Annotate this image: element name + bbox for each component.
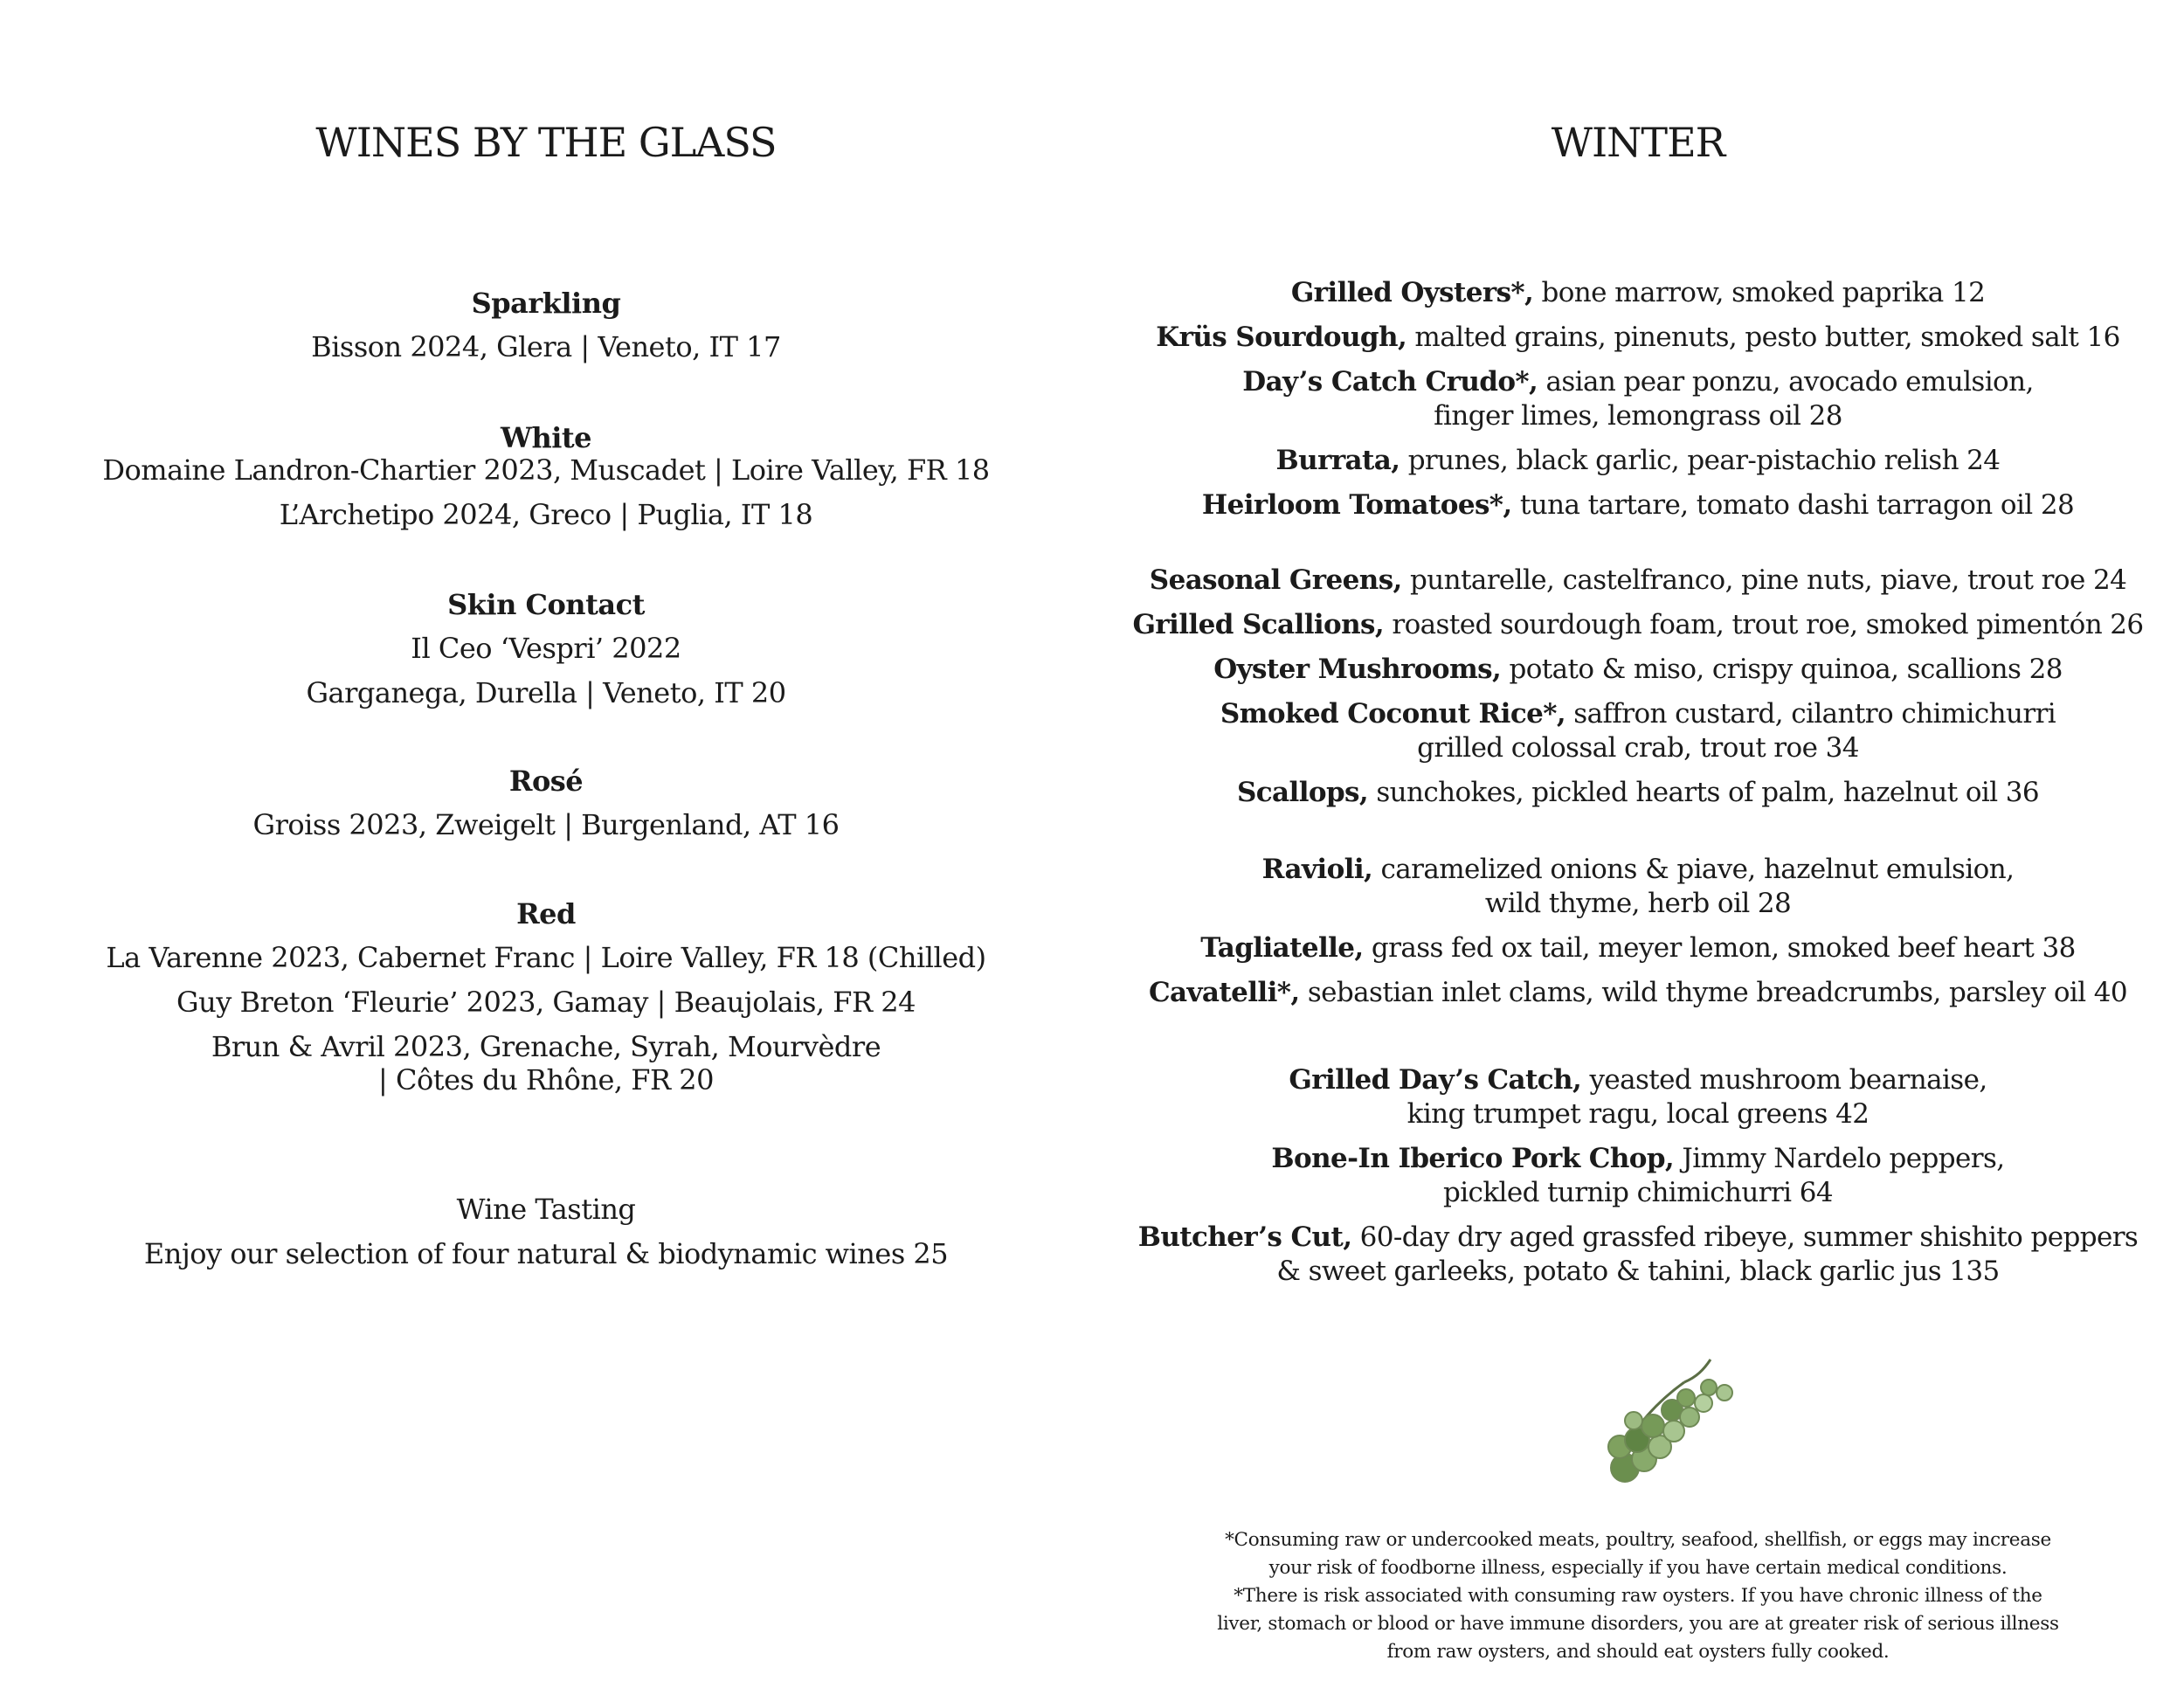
menu-item-name: Cavatelli*, bbox=[1148, 977, 1300, 1008]
food-menu-page bbox=[1092, 0, 2184, 1688]
wine-line: Garganega, Durella | Veneto, IT 20 bbox=[306, 676, 786, 709]
menu-item bbox=[1092, 776, 2184, 810]
menu-item-description-continued: wild thyme, herb oil 28 bbox=[1484, 888, 1792, 919]
menu-item bbox=[1092, 321, 2184, 355]
menu-item-description: saffron custard, cilantro chimichurri bbox=[1565, 698, 2056, 730]
wine-tasting-description: Enjoy our selection of four natural & biodynamic wines 25 bbox=[143, 1237, 949, 1270]
menu-item bbox=[1092, 697, 2184, 765]
wine-line: Domaine Landron-Chartier 2023, Muscadet | Loire Valley, FR 18 bbox=[102, 453, 990, 487]
menu-item-name: Krüs Sourdough, bbox=[1156, 322, 1407, 353]
menu-item-name: Ravioli, bbox=[1261, 854, 1373, 885]
menu-item-description-continued: pickled turnip chimichurri 64 bbox=[1443, 1177, 1833, 1208]
menu-item bbox=[1092, 853, 2184, 921]
menu-item-name: Day’s Catch Crudo*, bbox=[1242, 366, 1538, 398]
menu-item bbox=[1092, 1063, 2184, 1131]
menu-item-description: roasted sourdough foam, trout roe, smoked pimentón 26 bbox=[1384, 609, 2144, 640]
menu-group-starters bbox=[1092, 276, 2184, 533]
menu-item-name: Grilled Scallions, bbox=[1132, 609, 1385, 640]
wine-section-heading: White bbox=[501, 421, 591, 454]
menu-item bbox=[1092, 653, 2184, 687]
menu-item-description: puntarelle, castelfranco, pine nuts, piave, trout roe 24 bbox=[1401, 564, 2127, 596]
wine-line: | Côtes du Rhône, FR 20 bbox=[378, 1063, 714, 1097]
menu-item bbox=[1092, 444, 2184, 478]
menu-item bbox=[1092, 276, 2184, 310]
footnote-line: your risk of foodborne illness, especially if you have certain medical conditions. bbox=[1268, 1557, 2008, 1579]
menu-item-name: Heirloom Tomatoes*, bbox=[1201, 489, 1512, 521]
menu-item-name: Scallops, bbox=[1236, 777, 1369, 808]
menu-item-description-continued: grilled colossal crab, trout roe 34 bbox=[1417, 732, 1859, 764]
menu-item bbox=[1092, 488, 2184, 522]
wine-tasting-title: Wine Tasting bbox=[456, 1193, 636, 1226]
wine-section-heading: Rosé bbox=[508, 764, 584, 798]
menu-item-description: bone marrow, smoked paprika 12 bbox=[1533, 277, 1986, 308]
wine-section-heading: Sparkling bbox=[471, 287, 621, 320]
menu-item bbox=[1092, 564, 2184, 598]
wine-section-white bbox=[0, 422, 1092, 531]
menu-item-description: sunchokes, pickled hearts of palm, hazelnut oil 36 bbox=[1368, 777, 2040, 808]
footnote-line: liver, stomach or blood or have immune disorders, you are at greater risk of serious illness bbox=[1217, 1613, 2059, 1635]
wine-section-heading: Skin Contact bbox=[447, 588, 645, 621]
menu-item-name: Oyster Mushrooms, bbox=[1213, 654, 1502, 685]
footnote-line: from raw oysters, and should eat oysters fully cooked. bbox=[1386, 1641, 1890, 1663]
menu-item-description: tuna tartare, tomato dashi tarragon oil 28 bbox=[1511, 489, 2075, 521]
menu-group-mains bbox=[1092, 1063, 2184, 1299]
menu-item-description: sebastian inlet clams, wild thyme breadcrumbs, parsley oil 40 bbox=[1299, 977, 2128, 1008]
grape-cluster-icon bbox=[1599, 1356, 1738, 1487]
wine-line: Groiss 2023, Zweigelt | Burgenland, AT 16 bbox=[252, 808, 840, 841]
wine-line: Bisson 2024, Glera | Veneto, IT 17 bbox=[311, 330, 781, 363]
wine-section-heading: Red bbox=[516, 897, 576, 930]
menu-item-description: asian pear ponzu, avocado emulsion, bbox=[1538, 366, 2034, 398]
menu-item-description: Jimmy Nardelo peppers, bbox=[1674, 1143, 2005, 1174]
footnotes bbox=[1092, 1526, 2184, 1666]
menu-item-name: Seasonal Greens, bbox=[1149, 564, 1402, 596]
menu-item bbox=[1092, 976, 2184, 1010]
menu-item-description: malted grains, pinenuts, pesto butter, smoked salt 16 bbox=[1406, 322, 2120, 353]
wine-section-rose bbox=[0, 765, 1092, 841]
wine-line: La Varenne 2023, Cabernet Franc | Loire Valley, FR 18 (Chilled) bbox=[106, 941, 986, 974]
menu-item-description-continued: king trumpet ragu, local greens 42 bbox=[1406, 1098, 1870, 1130]
footnote-line: *Consuming raw or undercooked meats, poultry, seafood, shellfish, or eggs may increase bbox=[1225, 1529, 2051, 1551]
menu-item-name: Tagliatelle, bbox=[1200, 932, 1364, 964]
wine-section-sparkling bbox=[0, 287, 1092, 363]
menu-item-description: grass fed ox tail, meyer lemon, smoked beef heart 38 bbox=[1363, 932, 2076, 964]
menu-item bbox=[1092, 608, 2184, 642]
menu-item-name: Bone-In Iberico Pork Chop, bbox=[1271, 1143, 1675, 1174]
wine-line: Brun & Avril 2023, Grenache, Syrah, Mourvèdre bbox=[211, 1030, 881, 1063]
menu-item-description: 60-day dry aged grassfed ribeye, summer shishito peppers bbox=[1351, 1221, 2139, 1253]
menu-group-pasta bbox=[1092, 853, 2184, 1020]
menu-item-description: potato & miso, crispy quinoa, scallions 28 bbox=[1501, 654, 2063, 685]
menu-title: WINTER bbox=[1551, 119, 1725, 166]
wine-line: Il Ceo ‘Vespri’ 2022 bbox=[411, 632, 681, 665]
menu-item-name: Grilled Day’s Catch, bbox=[1289, 1064, 1582, 1096]
menu-item bbox=[1092, 365, 2184, 433]
menu-group-vegetables bbox=[1092, 564, 2184, 820]
menu-item-description: caramelized onions & piave, hazelnut emulsion, bbox=[1372, 854, 2015, 885]
menu-item-description: yeasted mushroom bearnaise, bbox=[1581, 1064, 1987, 1096]
menu-item bbox=[1092, 1142, 2184, 1210]
menu-item bbox=[1092, 931, 2184, 965]
menu-item-description-continued: & sweet garleeks, potato & tahini, black garlic jus 135 bbox=[1276, 1256, 2000, 1287]
wine-tasting bbox=[0, 1193, 1092, 1270]
menu-item-name: Burrata, bbox=[1275, 445, 1400, 476]
footnote-line: *There is risk associated with consuming raw oysters. If you have chronic illness of the bbox=[1234, 1585, 2042, 1607]
wine-page-title: WINES BY THE GLASS bbox=[315, 119, 777, 166]
wine-line: L’Archetipo 2024, Greco | Puglia, IT 18 bbox=[279, 498, 813, 531]
wine-line: Guy Breton ‘Fleurie’ 2023, Gamay | Beaujolais, FR 24 bbox=[176, 986, 916, 1019]
wine-section-skin-contact bbox=[0, 589, 1092, 709]
wine-section-red bbox=[0, 898, 1092, 1097]
menu-item-name: Smoked Coconut Rice*, bbox=[1220, 698, 1566, 730]
menu-item-name: Grilled Oysters*, bbox=[1290, 277, 1534, 308]
menu-item-name: Butcher’s Cut, bbox=[1137, 1221, 1352, 1253]
menu-item bbox=[1092, 1221, 2184, 1289]
menu-item-description-continued: finger limes, lemongrass oil 28 bbox=[1434, 400, 1842, 432]
menu-item-description: prunes, black garlic, pear-pistachio relish 24 bbox=[1400, 445, 2001, 476]
